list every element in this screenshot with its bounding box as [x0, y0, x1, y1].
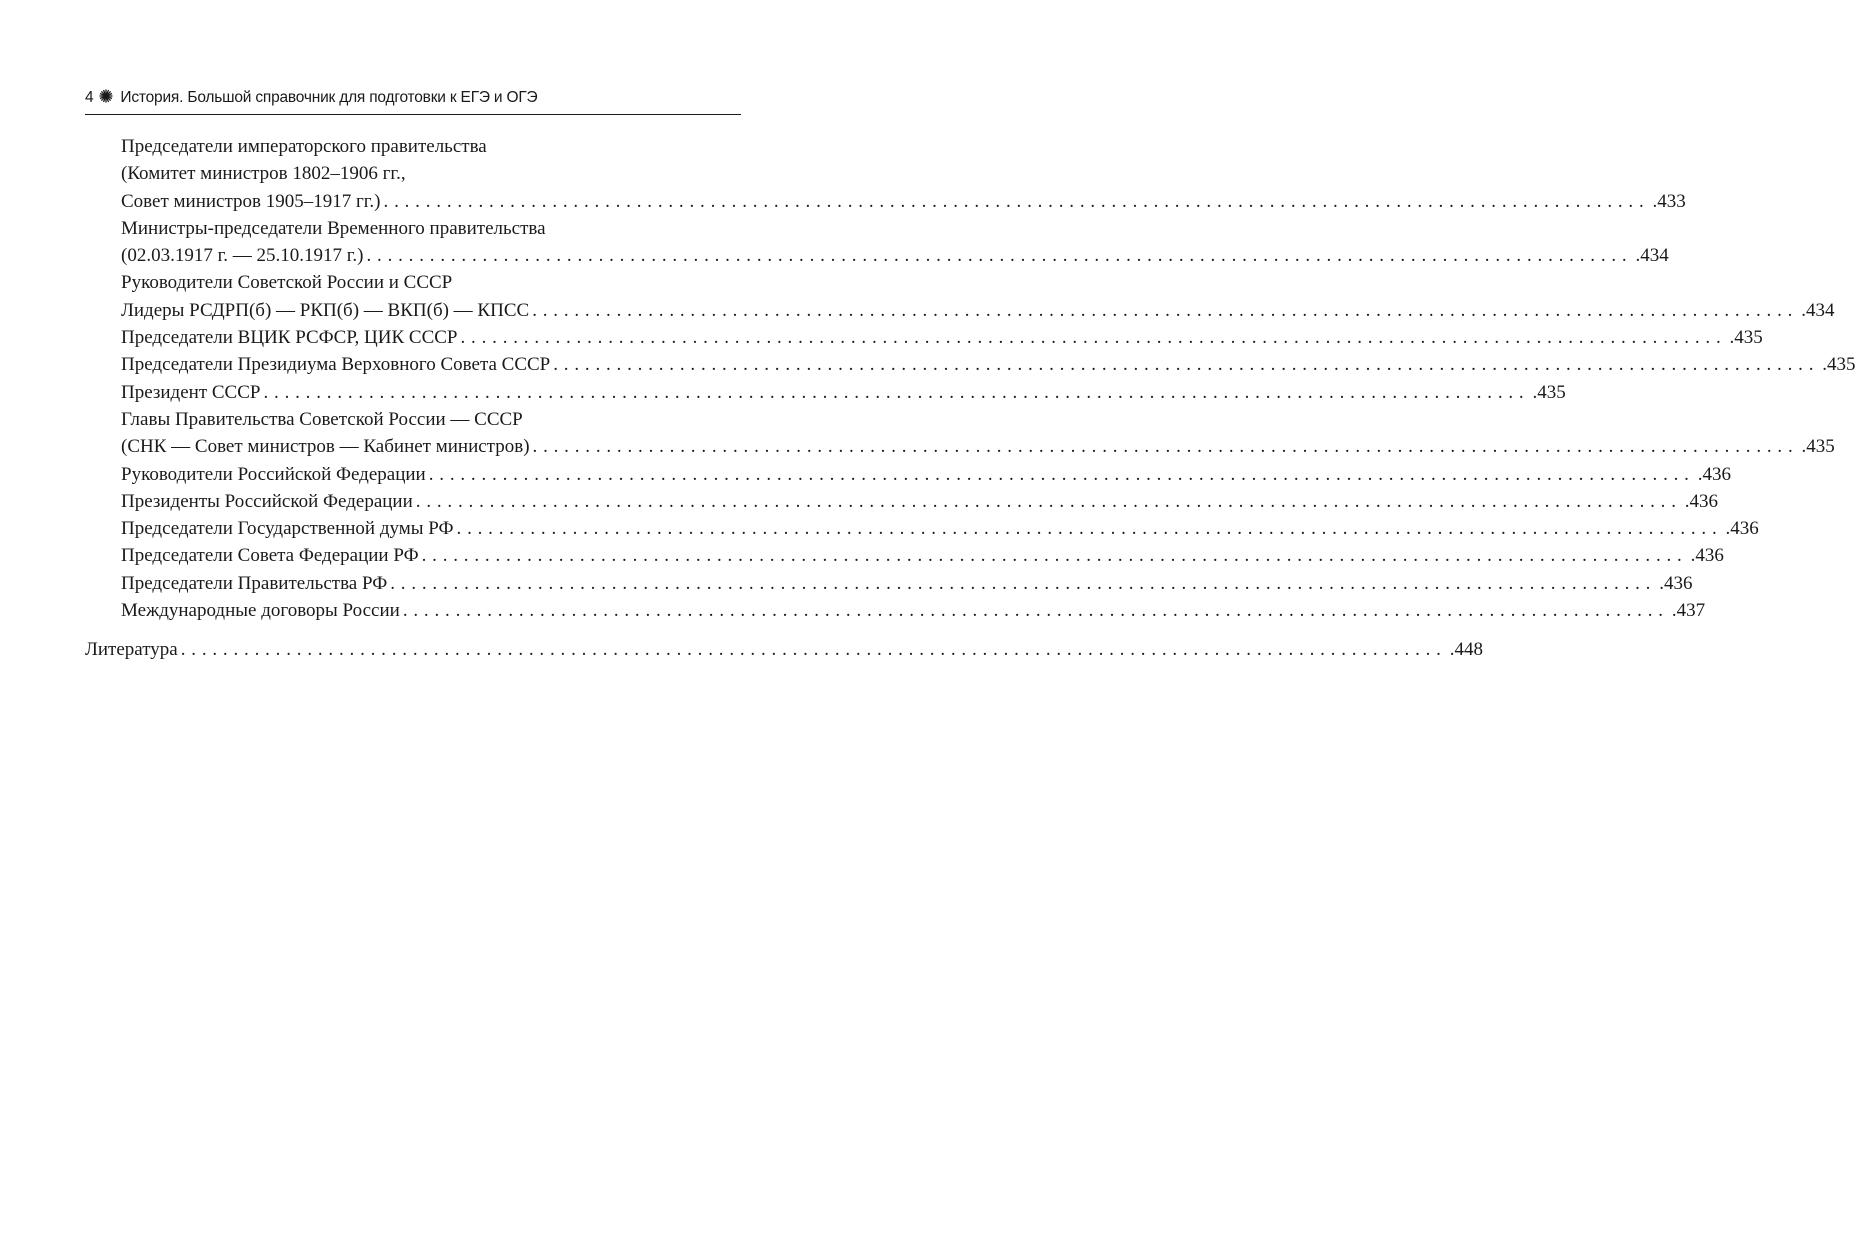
toc-entry-title: Международные договоры России — [121, 600, 400, 622]
dot-leader: ........................................................................................................................ — [383, 190, 1650, 212]
page-number: 4 — [85, 89, 94, 106]
toc-page-number: .434 — [1635, 245, 1669, 267]
dot-leader: ........................................................................................................................ — [460, 327, 1727, 349]
toc-line — [121, 297, 1835, 324]
toc-gap — [85, 624, 741, 636]
running-header — [85, 88, 741, 115]
toc-entry-title-line: Главы Правительства Советской России — СССР — [121, 408, 523, 430]
dot-leader: ........................................................................................................................ — [532, 299, 1799, 321]
toc-entry[interactable] — [121, 324, 1763, 351]
toc-page-number: .436 — [1725, 518, 1759, 540]
dot-leader: ........................................................................................................................ — [553, 354, 1820, 376]
toc-line — [85, 636, 1483, 663]
dot-leader: ........................................................................................................................ — [180, 639, 1447, 661]
toc-entry-title: Литература — [85, 639, 178, 661]
toc-sub-entries — [85, 133, 1856, 624]
toc-entry-title: (СНК — Совет министров — Кабинет министров) — [121, 436, 530, 458]
toc-entry[interactable] — [121, 379, 1566, 406]
toc-entry-title: (02.03.1917 г. — 25.10.1917 г.) — [121, 245, 364, 267]
dot-leader: ........................................................................................................................ — [366, 245, 1633, 267]
toc-entry-title: Руководители Российской Федерации — [121, 463, 426, 485]
toc-line — [121, 351, 1856, 378]
toc-entry[interactable] — [121, 515, 1759, 542]
toc-entry[interactable] — [121, 351, 1856, 378]
toc-entry[interactable] — [121, 461, 1731, 488]
toc-line — [121, 570, 1693, 597]
toc-line — [121, 488, 1719, 515]
dot-leader: ........................................................................................................................ — [421, 545, 1688, 567]
toc-entry-title-line: Министры-председатели Временного правительства — [121, 217, 546, 239]
toc-page-number: .436 — [1684, 490, 1719, 512]
toc-entry[interactable] — [121, 488, 1719, 515]
toc-page-number: .435 — [1822, 354, 1856, 376]
dot-leader: ........................................................................................................................ — [263, 381, 1530, 403]
toc-line — [121, 515, 1759, 542]
toc-entry-title: Председатели Совета Федерации РФ — [121, 545, 419, 567]
toc-line — [121, 188, 1686, 215]
toc-page-number: .435 — [1729, 327, 1763, 349]
toc-line — [121, 461, 1731, 488]
toc-page-number: .434 — [1801, 299, 1835, 321]
dot-leader: ........................................................................................................................ — [456, 518, 1723, 540]
toc-line — [121, 324, 1763, 351]
toc-entry-title: Председатели Государственной думы РФ — [121, 518, 454, 540]
dot-leader: ........................................................................................................................ — [390, 572, 1657, 594]
toc-entry-title: Председатели Правительства РФ — [121, 572, 388, 594]
toc-line — [121, 433, 1835, 460]
toc-entry[interactable] — [121, 406, 1835, 461]
book-title: История. Большой справочник для подготовки к ЕГЭ и ОГЭ — [120, 89, 538, 106]
toc-entry-title: Президент СССР — [121, 381, 261, 403]
toc-page-number: .437 — [1671, 600, 1706, 622]
toc-page-number: .435 — [1532, 381, 1566, 403]
dot-leader: ........................................................................................................................ — [415, 490, 1682, 512]
table-of-contents — [85, 133, 1856, 664]
toc-entry-title-line: Руководители Советской России и СССР — [121, 272, 453, 294]
toc-page-number: .436 — [1659, 572, 1693, 594]
toc-entry[interactable] — [121, 597, 1706, 624]
toc-entry[interactable] — [121, 570, 1693, 597]
toc-entry-title-line: (Комитет министров 1802–1906 гг., — [121, 163, 406, 185]
toc-page-number: .433 — [1652, 190, 1686, 212]
toc-page-number: .436 — [1697, 463, 1731, 485]
toc-entry-title: Совет министров 1905–1917 гг.) — [121, 190, 381, 212]
toc-page-number: .448 — [1449, 639, 1483, 661]
sun-ornament-icon — [99, 89, 113, 103]
dot-leader: ........................................................................................................................ — [402, 600, 1669, 622]
toc-line — [121, 242, 1669, 269]
toc-entry[interactable] — [121, 542, 1724, 569]
toc-entry-title: Председатели ВЦИК РСФСР, ЦИК СССР — [121, 327, 458, 349]
dot-leader: ........................................................................................................................ — [428, 463, 1695, 485]
toc-entry[interactable] — [121, 133, 1686, 215]
toc-entry-title: Лидеры РСДРП(б) — РКП(б) — ВКП(б) — КПСС — [121, 299, 530, 321]
toc-page-number: .436 — [1690, 545, 1724, 567]
toc-entry-title: Президенты Российской Федерации — [121, 490, 413, 512]
toc-entry[interactable] — [121, 215, 1669, 270]
dot-leader: ........................................................................................................................ — [532, 436, 1799, 458]
toc-entry-title: Председатели Президиума Верховного Совета СССР — [121, 354, 551, 376]
toc-entry[interactable] — [121, 269, 1835, 324]
toc-line — [121, 379, 1566, 406]
toc-page-number: .435 — [1801, 436, 1835, 458]
toc-entry-literature[interactable] — [85, 636, 1483, 663]
toc-line — [121, 597, 1706, 624]
toc-entry-title-line: Председатели императорского правительства — [121, 136, 487, 157]
toc-line — [121, 542, 1724, 569]
